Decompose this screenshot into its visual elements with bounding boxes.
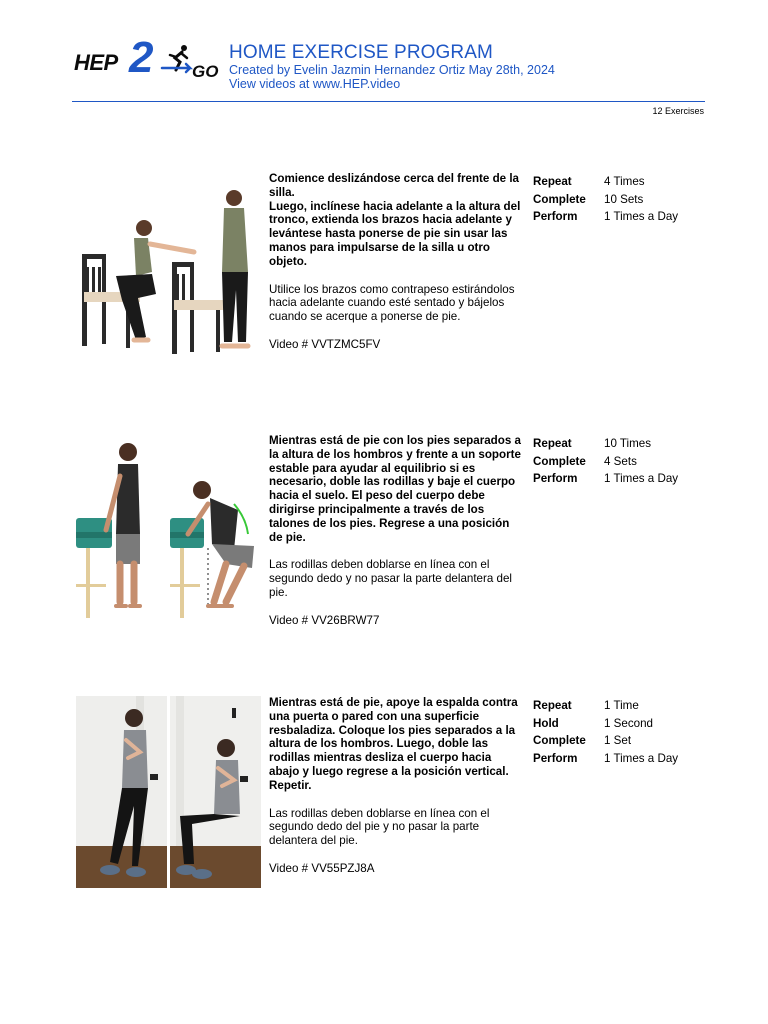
param-perform: [533, 752, 703, 770]
wall-slide-image: [76, 696, 261, 888]
instructions-note: Utilice los brazos como contrapeso estirándolos hacia adelante cuando esté sentado y bájelos cuando se acerque a ponerse de pie.: [269, 282, 515, 324]
squat-image: [76, 434, 261, 624]
exercise-instructions: [269, 172, 521, 352]
param-value: 1 Times a Day: [604, 751, 679, 765]
sit-to-stand-image: [76, 172, 261, 362]
hep2go-logo: [74, 33, 224, 86]
videos-link[interactable]: View videos at www.HEP.video: [229, 77, 401, 91]
param-hold: [533, 717, 703, 735]
param-repeat: [533, 175, 703, 193]
param-label: Complete: [533, 192, 586, 206]
instructions-note: Las rodillas deben doblarse en línea con el segundo dedo y no pasar la parte delantera del pie.: [269, 558, 513, 599]
instructions-main: Mientras está de pie con los pies separados a la altura de los hombros y frente a un soporte estable para ayudar al equilibrio si es necesario, doble las rodillas y baje el cuerpo hacia el suelo. El peso del cuerpo debe dirigirse principalmente a través de los talones de los pies. Regrese a una posición de pie.: [269, 434, 521, 544]
instructions-main: Comience deslizándose cerca del frente de la silla. Luego, inclínese hacia adelante a la altura del tronco, extienda los brazos hacia adelante y levántese hasta ponerse de pie sin usar las manos para impulsarse de la silla u otro objeto.: [269, 172, 521, 268]
param-label: Repeat: [533, 699, 572, 712]
wall-slide-squat-photo: [76, 696, 261, 888]
param-label: Repeat: [533, 437, 572, 450]
param-value: 1 Second: [604, 716, 653, 730]
runner-icon: [160, 42, 194, 76]
param-perform: [533, 472, 703, 490]
param-label: Perform: [533, 751, 578, 765]
param-repeat: [533, 437, 703, 455]
exercise-instructions: [269, 696, 521, 876]
video-code[interactable]: Video # VV26BRW77: [269, 613, 380, 627]
param-value: 10 Sets: [604, 192, 644, 206]
exercise-params: [533, 699, 703, 769]
page-title: HOME EXERCISE PROGRAM: [229, 42, 493, 63]
exercise-instructions: [269, 434, 521, 628]
squat-with-support-illustration: [76, 434, 261, 624]
param-label: Hold: [533, 716, 559, 730]
video-code[interactable]: Video # VVTZMC5FV: [269, 337, 381, 351]
exercise-params: [533, 175, 703, 228]
param-label: Complete: [533, 454, 586, 468]
logo-two-text: 2: [129, 33, 154, 82]
param-label: Perform: [533, 472, 578, 486]
exercise-params: [533, 437, 703, 490]
param-value: 10 Times: [604, 437, 652, 450]
param-label: Repeat: [533, 175, 572, 188]
page-header: [0, 0, 768, 120]
author-date-line: Created by Evelin Jazmin Hernandez Ortiz May 28th, 2024: [229, 63, 555, 77]
param-repeat: [533, 699, 703, 717]
logo-hep-text: HEP: [74, 50, 118, 75]
param-value: 1 Times a Day: [604, 472, 679, 486]
header-divider: [72, 101, 705, 102]
param-value: 4 Sets: [604, 454, 637, 468]
exercise-count: 12 Exercises: [652, 106, 704, 116]
param-label: Complete: [533, 734, 586, 748]
param-perform: [533, 210, 703, 228]
param-complete: [533, 734, 703, 752]
instructions-note: Las rodillas deben doblarse en línea con el segundo dedo del pie y no pasar la parte delantera del pie.: [269, 806, 490, 848]
param-value: 1 Times a Day: [604, 210, 679, 224]
instructions-main: Mientras está de pie, apoye la espalda contra una puerta o pared con una superficie resbaladiza. Coloque los pies separados a la altura de los hombros. Luego, doble las rodillas mientras desliza el cuerpo hacia abajo y luego regrese a la posición vertical. Repetir.: [269, 696, 518, 792]
param-value: 1 Time: [604, 699, 639, 712]
param-complete: [533, 455, 703, 473]
param-label: Perform: [533, 210, 578, 224]
sit-to-stand-illustration: [76, 172, 261, 362]
logo-go-text: GO: [192, 62, 219, 81]
video-code[interactable]: Video # VV55PZJ8A: [269, 861, 375, 875]
param-value: 4 Times: [604, 175, 645, 188]
param-complete: [533, 193, 703, 211]
param-value: 1 Set: [604, 734, 632, 748]
